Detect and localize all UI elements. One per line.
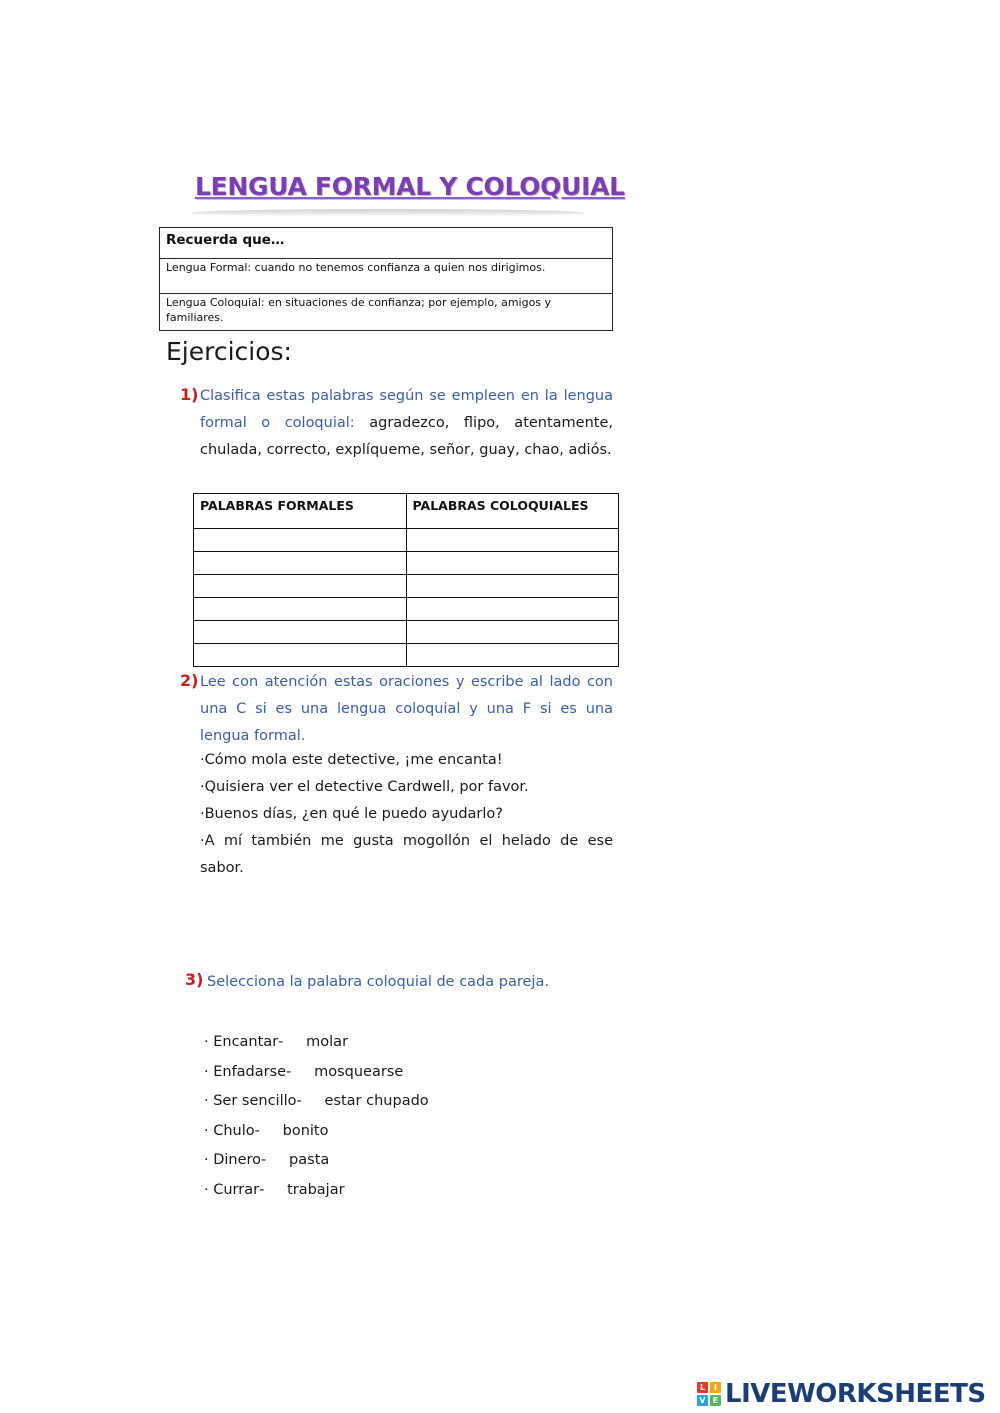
- formal-answer-cell[interactable]: [194, 621, 407, 644]
- word-option[interactable]: · Dinero: [204, 1152, 262, 1169]
- logo-icon: [697, 1382, 721, 1406]
- table-row: [194, 644, 619, 667]
- sentence-item: ·Cómo mola este detective, ¡me encanta!: [200, 752, 503, 768]
- pair-separator: -: [286, 1063, 292, 1080]
- exercise-1-instruction: Clasifica estas palabras según se empleen en la lengua formal o coloquial:: [200, 388, 613, 431]
- pair-separator: -: [278, 1034, 284, 1050]
- word-option[interactable]: trabajar: [287, 1181, 345, 1198]
- exercise-2-number: 2): [180, 671, 199, 690]
- coloquial-answer-cell[interactable]: [406, 598, 619, 621]
- word-pair: [204, 1058, 504, 1088]
- table-row: [194, 575, 619, 598]
- word-option[interactable]: · Chulo: [204, 1122, 255, 1139]
- liveworksheets-logo: [697, 1378, 986, 1410]
- reminder-box: [159, 227, 613, 331]
- table-row: [194, 621, 619, 644]
- word-pair: [204, 1087, 504, 1117]
- logo-square: I: [710, 1382, 721, 1393]
- pair-separator: -: [296, 1093, 302, 1110]
- word-option[interactable]: pasta: [289, 1152, 330, 1169]
- word-option[interactable]: molar: [306, 1034, 349, 1050]
- classify-table: [193, 493, 619, 667]
- logo-square: L: [697, 1382, 708, 1393]
- word-option[interactable]: mosquearse: [314, 1063, 404, 1080]
- reminder-heading: Recuerda que…: [160, 228, 612, 259]
- exercise-2-instruction: Lee con atención estas oraciones y escribe al lado con una C si es una lengua coloquial y una F si es una lengua formal.: [200, 674, 613, 744]
- title-shadow-decoration: [190, 209, 585, 217]
- coloquial-answer-cell[interactable]: [406, 529, 619, 552]
- formal-answer-cell[interactable]: [194, 552, 407, 575]
- word-option[interactable]: bonito: [282, 1122, 329, 1139]
- word-option[interactable]: · Enfadarse: [204, 1063, 287, 1080]
- column-header-coloquiales: PALABRAS COLOQUIALES: [406, 494, 619, 529]
- word-option[interactable]: · Encantar: [204, 1034, 279, 1050]
- logo-square: V: [697, 1395, 708, 1406]
- column-header-formales: PALABRAS FORMALES: [194, 494, 407, 529]
- exercise-2-sentences: [200, 747, 613, 882]
- word-option[interactable]: · Ser sencillo: [204, 1093, 297, 1110]
- pair-separator: -: [254, 1122, 260, 1139]
- coloquial-answer-cell[interactable]: [406, 621, 619, 644]
- word-pair: [204, 1176, 504, 1206]
- page-title: LENGUA FORMAL Y COLOQUIAL: [195, 172, 625, 201]
- sentence-item: ·Buenos días, ¿en qué le puedo ayudarlo?: [200, 806, 503, 822]
- reminder-coloquial: Lengua Coloquial: en situaciones de confianza; por ejemplo, amigos y familiares.: [166, 296, 552, 324]
- formal-answer-cell[interactable]: [194, 529, 407, 552]
- word-option[interactable]: estar chupado: [324, 1093, 429, 1110]
- exercise-1-text: [200, 383, 613, 464]
- logo-text: LIVEWORKSHEETS: [725, 1379, 986, 1409]
- reminder-formal: Lengua Formal: cuando no tenemos confianza a quien nos dirigimos.: [160, 259, 612, 294]
- exercise-3-pairs: [204, 1028, 504, 1206]
- table-body: [194, 529, 619, 667]
- logo-square: E: [710, 1395, 721, 1406]
- exercise-1-number: 1): [180, 385, 199, 404]
- formal-answer-cell[interactable]: [194, 598, 407, 621]
- exercises-heading: Ejercicios:: [166, 337, 292, 366]
- word-pair: [204, 1146, 504, 1176]
- word-option[interactable]: · Currar: [204, 1181, 260, 1198]
- sentence-item: ·Quisiera ver el detective Cardwell, por favor.: [200, 779, 529, 795]
- exercise-3-number: 3): [185, 970, 204, 989]
- pair-separator: -: [261, 1152, 267, 1169]
- table-row: [194, 598, 619, 621]
- coloquial-answer-cell[interactable]: [406, 644, 619, 667]
- formal-answer-cell[interactable]: [194, 575, 407, 598]
- sentence-item: ·A mí también me gusta mogollón el helado de ese sabor.: [200, 833, 613, 876]
- table-row: [194, 529, 619, 552]
- pair-separator: -: [259, 1181, 265, 1198]
- exercise-1-words: agradezco, flipo, atentamente, chulada, correcto, explíqueme, señor, guay, chao, adiós.: [200, 415, 614, 458]
- formal-answer-cell[interactable]: [194, 644, 407, 667]
- table-row: [194, 552, 619, 575]
- table-header-row: [194, 494, 619, 529]
- word-pair: [204, 1117, 504, 1147]
- coloquial-answer-cell[interactable]: [406, 552, 619, 575]
- word-pair: [204, 1028, 504, 1058]
- exercise-3-instruction: Selecciona la palabra coloquial de cada pareja.: [207, 974, 549, 990]
- coloquial-answer-cell[interactable]: [406, 575, 619, 598]
